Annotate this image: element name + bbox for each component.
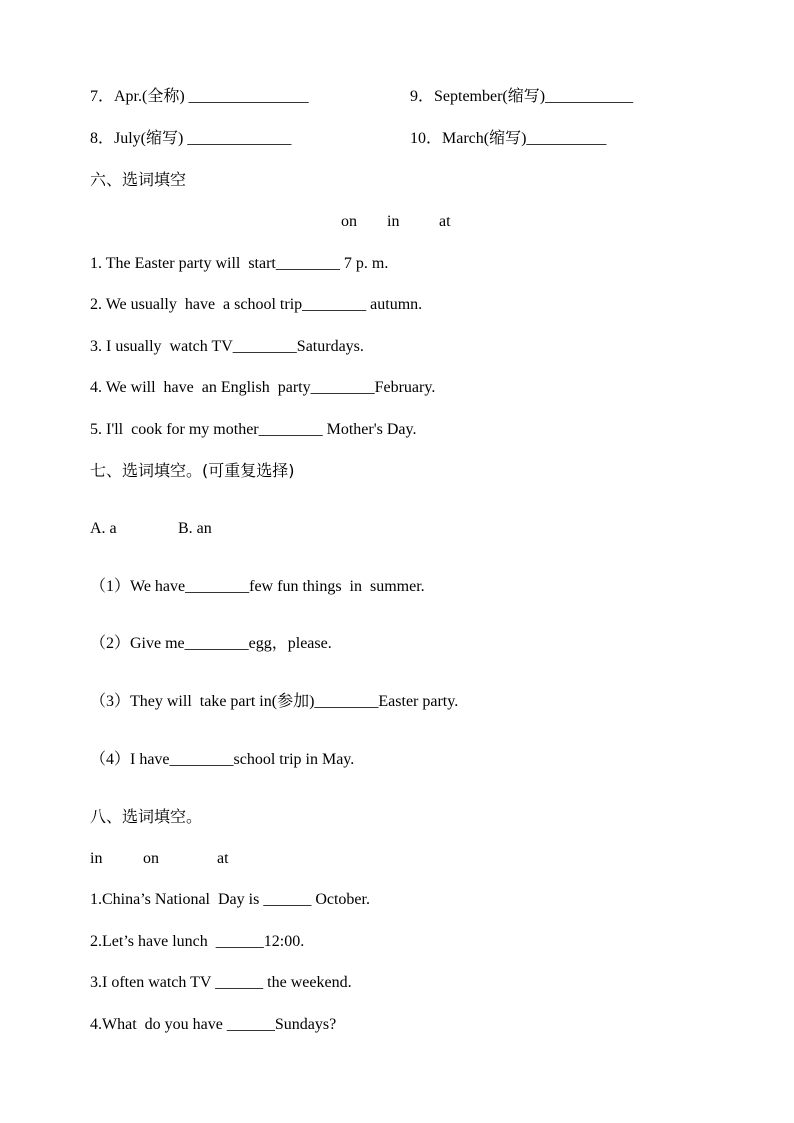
section-heading: 七、选词填空。(可重复选择) xyxy=(90,461,295,480)
word-bank-item: in xyxy=(387,213,400,230)
month-item: 9．September(缩写)___________ xyxy=(410,88,634,105)
question: 4. We will have an English party________February. xyxy=(90,379,436,396)
section-heading: 八、选词填空。 xyxy=(90,807,203,826)
option-item: A. a xyxy=(90,520,117,537)
word-bank-item: in xyxy=(90,850,103,867)
option-item: B. an xyxy=(178,520,212,537)
month-item: 10．March(缩写)__________ xyxy=(410,130,607,147)
question: 3. I usually watch TV________Saturdays. xyxy=(90,338,364,355)
question: （1）We have________few fun things in summer. xyxy=(90,578,425,595)
question: 1.China’s National Day is ______ October. xyxy=(90,891,370,908)
question: 1. The Easter party will start________ 7 p. m. xyxy=(90,255,389,272)
section-heading: 六、选词填空 xyxy=(90,170,187,189)
word-bank-item: on xyxy=(143,850,159,867)
question: 2.Let’s have lunch ______12:00. xyxy=(90,933,305,950)
question: （3）They will take part in(参加)________Easter party. xyxy=(90,693,459,710)
word-bank-item: at xyxy=(217,850,229,867)
question: 2. We usually have a school trip________ autumn. xyxy=(90,296,423,313)
question: 3.I often watch TV ______ the weekend. xyxy=(90,974,352,991)
month-item: 8．July(缩写) _____________ xyxy=(90,130,292,147)
month-item: 7．Apr.(全称) _______________ xyxy=(90,88,309,105)
word-bank-item: on xyxy=(341,213,357,230)
question: 4.What do you have ______Sundays? xyxy=(90,1016,337,1033)
question: 5. I'll cook for my mother________ Mother's Day. xyxy=(90,421,417,438)
question: （2）Give me________egg，please. xyxy=(90,635,332,652)
question: （4）I have________school trip in May. xyxy=(90,751,355,768)
word-bank-item: at xyxy=(439,213,451,230)
